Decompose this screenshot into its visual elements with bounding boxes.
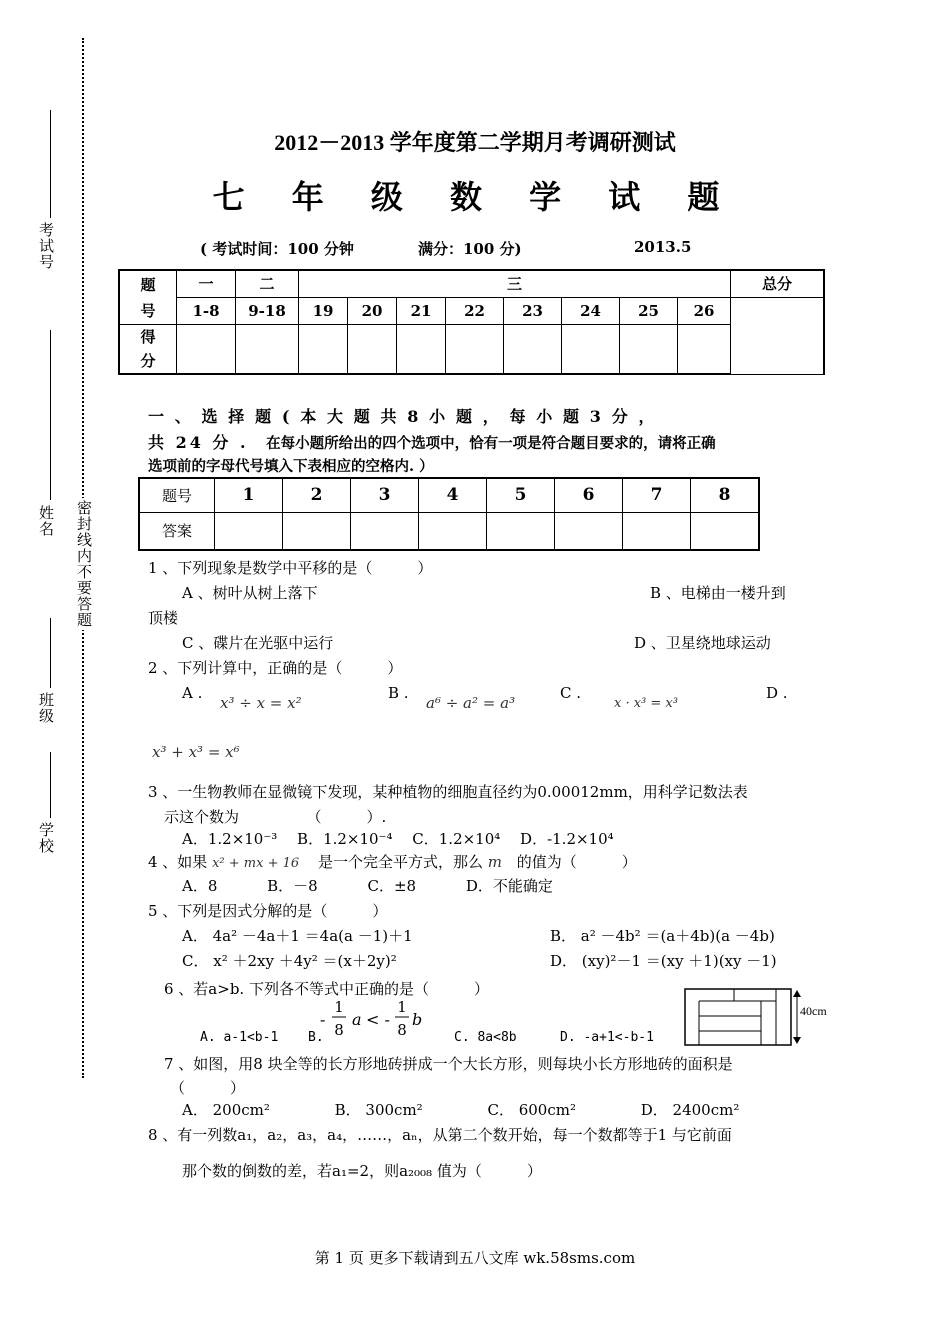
score-col: 9-18	[236, 297, 299, 324]
score-col: 22	[446, 297, 504, 324]
answer-num: 5	[487, 478, 555, 512]
q4-options: A．8 B．－8 C．±8 D．不能确定	[182, 877, 553, 895]
score-col: 19	[299, 297, 348, 324]
q1-option-d: D 、卫星绕地球运动	[634, 634, 771, 652]
svg-text:8: 8	[334, 1021, 344, 1039]
q1-option-c: C 、碟片在光驱中运行	[182, 634, 334, 652]
score-cell[interactable]	[446, 324, 504, 374]
answer-cell[interactable]	[215, 512, 283, 550]
score-cell[interactable]	[620, 324, 678, 374]
score-col: 21	[397, 297, 446, 324]
score-col: 25	[620, 297, 678, 324]
answer-row-label: 题号	[139, 478, 215, 512]
q6-option-a: A. a-1<b-1	[200, 1030, 279, 1045]
q5-option-b: B． a² －4b² ＝(a＋4b)(a －4b)	[550, 927, 775, 945]
exam-no-label: 考试号	[37, 222, 55, 270]
score-q-label-b: 号	[119, 297, 177, 324]
question-3: 3 、一生物教师在显微镜下发现，某种植物的细胞直径约为0.00012mm，用科学记数法表	[148, 783, 748, 801]
score-cell[interactable]	[299, 324, 348, 374]
question-5: 5 、下列是因式分解的是（ ）	[148, 902, 388, 920]
question-8: 8 、有一列数a₁，a₂，a₃，a₄，……，aₙ，从第二个数开始，每一个数都等于1 与它前面	[148, 1126, 732, 1144]
q7-tile-figure	[684, 987, 864, 1049]
section1-line2	[148, 430, 716, 453]
answer-cell[interactable]	[623, 512, 691, 550]
q2-option-b-label: B .	[388, 684, 409, 702]
svg-text:1: 1	[334, 998, 344, 1016]
svg-text:a: a	[352, 1010, 362, 1029]
answer-num: 3	[351, 478, 419, 512]
score-col: 23	[504, 297, 562, 324]
score-s-label-a: 得	[140, 327, 156, 346]
score-cell[interactable]	[504, 324, 562, 374]
school-underline	[50, 752, 51, 818]
q5-option-c: C． x² ＋2xy ＋4y² ＝(x＋2y)²	[182, 952, 397, 970]
score-row-label	[119, 324, 177, 374]
name-underline	[50, 330, 51, 500]
score-cell[interactable]	[177, 324, 236, 374]
q2-option-b-math: a⁶ ÷ a² = a³	[426, 694, 516, 712]
q4-math: x² + mx + 16	[212, 856, 300, 871]
name-label: 姓名	[37, 505, 55, 537]
score-sec2: 二	[236, 270, 299, 297]
answer-cell[interactable]	[691, 512, 760, 550]
answer-cell[interactable]	[283, 512, 351, 550]
q4-math-m: m	[487, 853, 502, 871]
question-2: 2 、下列计算中，正确的是（ ）	[148, 659, 403, 677]
q6-option-b-label: B.	[308, 1030, 324, 1045]
class-label: 班级	[37, 692, 55, 724]
answer-num: 7	[623, 478, 691, 512]
q1-option-b: B 、电梯由一楼升到	[650, 584, 786, 602]
score-cell[interactable]	[236, 324, 299, 374]
score-cell[interactable]	[397, 324, 446, 374]
q5-option-a: A． 4a² －4a＋1 ＝4a(a －1)＋1	[182, 927, 413, 945]
score-table	[118, 269, 825, 375]
q7-options: A． 200cm² B． 300cm² C． 600cm² D． 2400cm²	[182, 1101, 740, 1119]
seal-notice: 密封线内不要答题	[75, 500, 93, 628]
score-col: 20	[348, 297, 397, 324]
q5-option-d: D． (xy)²－1 ＝(xy ＋1)(xy －1)	[550, 952, 777, 970]
score-cell[interactable]	[562, 324, 620, 374]
q2-option-c-math: x · x³ = x³	[614, 696, 678, 711]
question-4	[148, 851, 637, 872]
exam-date: 2013.5	[634, 238, 692, 256]
answer-num: 6	[555, 478, 623, 512]
score-col: 26	[678, 297, 731, 324]
question-1: 1 、下列现象是数学中平移的是（ ）	[148, 559, 433, 577]
answer-cell[interactable]	[419, 512, 487, 550]
answer-num: 1	[215, 478, 283, 512]
subject-title: 七 年 级 数 学 试 题	[212, 178, 738, 216]
question-6: 6 、若a>b. 下列各不等式中正确的是（ ）	[164, 980, 489, 998]
answer-cell[interactable]	[555, 512, 623, 550]
score-sec3: 三	[299, 270, 731, 297]
answer-cell[interactable]	[487, 512, 555, 550]
page-footer: 第 1 页 更多下载请到五八文库 wk.58sms.com	[314, 1249, 636, 1267]
school-label: 学校	[37, 822, 55, 854]
q4-text-c: 的值为（ ）	[516, 853, 637, 871]
exam-time: ( 考试时间：100 分钟	[200, 240, 354, 258]
section1-instruction2: 选项前的字母代号填入下表相应的空格内. ）	[148, 458, 434, 475]
answer-row-label: 答案	[139, 512, 215, 550]
score-total-cell[interactable]	[731, 297, 825, 374]
answer-num: 8	[691, 478, 760, 512]
svg-text:8: 8	[397, 1021, 407, 1039]
svg-text:1: 1	[397, 998, 407, 1016]
q6-option-c: C. 8a<8b	[454, 1030, 517, 1045]
full-score: 满分：100 分)	[418, 240, 522, 258]
answer-num: 2	[283, 478, 351, 512]
section1-heading: 一 、 选 择 题 ( 本 大 题 共 8 小 题 ， 每 小 题 3 分 ，	[148, 407, 658, 426]
q4-text-b: 是一个完全平方式，那么	[317, 853, 483, 871]
q2-option-a-math: x³ ÷ x = x²	[220, 694, 302, 712]
q1-option-b-cont: 顶楼	[148, 609, 179, 627]
question-7: 7 、如图，用8 块全等的长方形地砖拼成一个大长方形，则每块小长方形地砖的面积是	[164, 1055, 733, 1073]
q4-text-a: 4 、如果	[148, 853, 208, 871]
q2-option-a-label: A .	[182, 684, 203, 702]
question-3-cont: 示这个数为 （ ）.	[164, 808, 387, 826]
answer-cell[interactable]	[351, 512, 419, 550]
score-sec1: 一	[177, 270, 236, 297]
question-8-cont: 那个数的倒数的差，若a₁=2，则a₂₀₀₈ 值为（ ）	[182, 1162, 542, 1180]
question-7-cont: （ ）	[170, 1079, 246, 1097]
q1-option-a: A 、树叶从树上落下	[182, 584, 318, 602]
q6-option-b-math	[320, 997, 430, 1045]
svg-text:< -: < -	[366, 1010, 390, 1029]
q2-option-d-label: D .	[766, 684, 788, 702]
answer-table	[138, 477, 760, 551]
score-col: 24	[562, 297, 620, 324]
score-total-label: 总分	[731, 270, 825, 297]
q3-options: A．1.2×10⁻³ B．1.2×10⁻⁴ C．1.2×10⁴ D．-1.2×10⁴	[182, 830, 614, 848]
svg-text:b: b	[412, 1010, 423, 1029]
q2-option-c-label: C .	[560, 684, 582, 702]
section1-instruction: 在每小题所给出的四个选项中，恰有一项是符合题目要求的，请将正确	[266, 435, 716, 452]
answer-num: 4	[419, 478, 487, 512]
score-col: 1-8	[177, 297, 236, 324]
section1-points: 共 24 分 .	[148, 433, 249, 452]
q7-fig-label: 40cm	[800, 1004, 827, 1018]
svg-text:-: -	[320, 1010, 326, 1029]
exam-title: 2012－2013 学年度第二学期月考调研测试	[274, 130, 676, 155]
class-underline	[50, 618, 51, 688]
score-s-label-b: 分	[140, 351, 156, 370]
score-cell[interactable]	[348, 324, 397, 374]
q6-option-d: D. -a+1<-b-1	[560, 1030, 654, 1045]
score-q-label-a: 题	[119, 270, 177, 297]
q2-option-d-math: x³ + x³ = x⁶	[152, 743, 240, 761]
score-cell[interactable]	[678, 324, 731, 374]
